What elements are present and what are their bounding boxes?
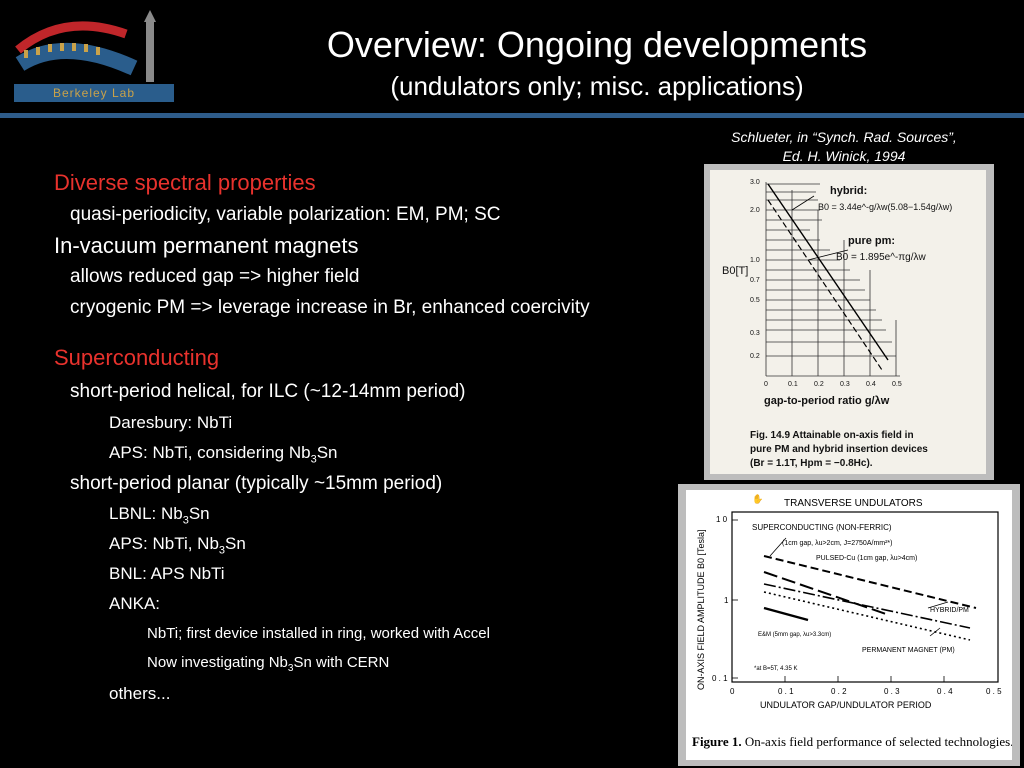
bullet-daresbury: Daresbury: NbTi (109, 413, 233, 432)
slide-subtitle: (undulators only; misc. applications) (390, 71, 804, 101)
bullet-aps-helical: APS: NbTi, considering $Nb_3Sn$ (109, 443, 338, 466)
xtick-05: 0.5 (892, 381, 902, 388)
svg-text:✋: ✋ (752, 494, 764, 504)
em-curve (764, 608, 808, 620)
ytick-10: 1 0 (716, 515, 728, 524)
ytick-05: 0.5 (750, 297, 760, 304)
header-divider (0, 113, 1024, 118)
ytick-01: 0 . 1 (712, 674, 728, 683)
x-axis-label: gap-to-period ratio g/λw (764, 395, 890, 407)
y-axis-label: B0[T] (722, 265, 749, 277)
xtick-0: 0 (764, 381, 768, 388)
bullet-in-vacuum: In-vacuum permanent magnets (54, 233, 359, 258)
fig-caption-line-1: Fig. 14.9 Attainable on-axis field in (750, 430, 914, 441)
bullet-aps-planar: APS: NbTi, $Nb_3Sn$ (109, 534, 246, 557)
logo-text: Berkeley Lab (52, 86, 136, 100)
bullet-anka: ANKA: (109, 594, 161, 613)
bullet-planar: short-period planar (typically ~15mm period) (70, 473, 443, 494)
xtick-03: 0.3 (840, 381, 850, 388)
hybrid-pm-label: HYBRID/PM (930, 607, 969, 614)
xtick-02: 0.2 (814, 381, 824, 388)
berkeley-lab-logo (14, 10, 174, 106)
hybrid-label: hybrid: (830, 185, 868, 197)
y-axis-label: ON-AXIS FIELD AMPLITUDE B0 [Tesla] (696, 529, 706, 690)
pure-pm-label: pure pm: (848, 235, 896, 247)
ytick-1: 1.0 (750, 257, 760, 264)
pure-pm-curve (768, 200, 882, 370)
xtick-01: 0 . 1 (778, 687, 794, 696)
bullet-superconducting: Superconducting (54, 345, 220, 370)
figure-caption: Figure 1. On-axis field performance of selected technologies. (692, 734, 1012, 749)
fig-caption-line-2: pure PM and hybrid insertion devices (750, 444, 928, 455)
bullet-quasi-periodicity: quasi-periodicity, variable polarization: EM, PM; SC (70, 204, 501, 225)
citation (688, 128, 1000, 166)
bullet-helical: short-period helical, for ILC (~12-14mm period) (70, 381, 466, 402)
hybrid-equation: B0 = 3.44e^-g/λw(5.08−1.54g/λw) (818, 202, 953, 212)
bullet-others: others... (109, 684, 171, 703)
fig-caption-line-3: (Br = 1.1T, Hpm = −0.8Hc). (750, 458, 873, 469)
bullet-anka-nb3sn: Now investigating $Nb_3Sn$ with CERN (147, 654, 390, 674)
pulsed-cu-label: PULSED-Cu (1cm gap, λu>4cm) (816, 555, 918, 562)
pm-label: PERMANENT MAGNET (PM) (862, 647, 955, 654)
superconducting-curve (764, 556, 976, 608)
sc-params: (1cm gap, λu>2cm, J=2750A/mm²*) (782, 540, 893, 547)
figure-title: TRANSVERSE UNDULATORS (784, 498, 923, 509)
pure-pm-equation: B0 = 1.895e^-πg/λw (836, 252, 926, 263)
bullet-bnl: BNL: APS NbTi (109, 564, 225, 583)
bullet-diverse-spectral: Diverse spectral properties (54, 170, 316, 195)
slide-title: Overview: Ongoing developments (326, 24, 868, 65)
xtick-05: 0 . 5 (986, 687, 1002, 696)
xtick-04: 0 . 4 (937, 687, 953, 696)
bullet-lbnl: LBNL: $Nb_3Sn$ (109, 504, 210, 527)
pulsed-cu-curve (764, 572, 886, 614)
xtick-03: 0 . 3 (884, 687, 900, 696)
xtick-01: 0.1 (788, 381, 798, 388)
xtick-02: 0 . 2 (831, 687, 847, 696)
bullet-cryogenic-pm: cryogenic PM => leverage increase in Br, enhanced coercivity (70, 297, 590, 318)
hybrid-pm-curve (764, 584, 970, 628)
ytick-03: 0.3 (750, 330, 760, 337)
em-label: E&M (5mm gap, λu>3.3cm) (758, 632, 832, 638)
footnote: *at B=5T, 4.35 K (754, 666, 798, 672)
figure-attainable-field (704, 164, 994, 480)
xtick-0: 0 (730, 687, 735, 696)
ytick-1: 1 (724, 596, 729, 605)
ytick-02: 0.2 (750, 353, 760, 360)
sc-label: SUPERCONDUCTING (NON-FERRIC) (752, 523, 892, 532)
ytick-3: 3.0 (750, 179, 760, 186)
citation-line-2: Ed. H. Winick, 1994 (782, 148, 906, 164)
citation-line-1: Schlueter, in “Synch. Rad. Sources”, (731, 129, 957, 145)
x-axis-label: UNDULATOR GAP/UNDULATOR PERIOD (760, 700, 932, 710)
figure-transverse-undulators (678, 484, 1020, 766)
bullet-reduced-gap: allows reduced gap => higher field (70, 266, 360, 287)
xtick-04: 0.4 (866, 381, 876, 388)
ytick-07: 0.7 (750, 277, 760, 284)
ytick-2: 2.0 (750, 207, 760, 214)
bullet-anka-nbti: NbTi; first device installed in ring, worked with Accel (147, 625, 490, 642)
